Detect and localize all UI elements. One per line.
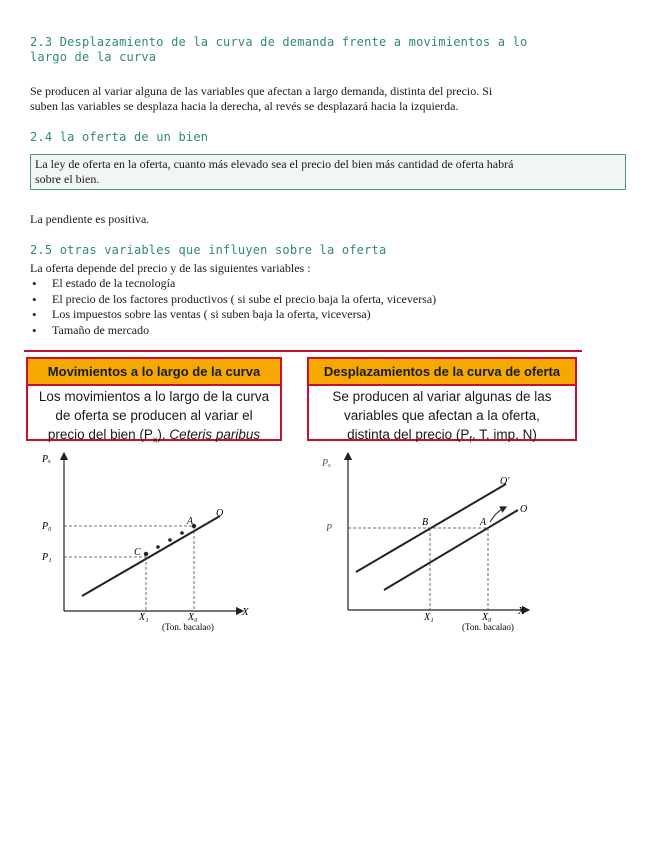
unit-label: (Ton. bacalao) <box>462 622 514 632</box>
movement-along-curve-box <box>26 357 282 445</box>
box-body: Se producen al variar algunas de las variables que afectan a la oferta, distinta del precio ($P_f$, T, imp, N) <box>332 389 552 445</box>
section-2-4-title: 2.4 la oferta de un bien <box>30 130 209 144</box>
curve-old-label: O <box>520 504 528 515</box>
section-2-3-paragraph: Se producen al variar alguna de las variables que afectan a largo demanda, distinta del precio. Si suben las variables se desplaza hacia la derecha, al revés se desplazará hacia la izquierda. <box>30 84 493 113</box>
x0-label: X₀ <box>482 612 492 623</box>
curve-new-label: O' <box>500 476 510 487</box>
x1-label: X₁ <box>424 612 434 623</box>
dot <box>168 538 172 542</box>
x1-label: X₁ <box>139 612 149 623</box>
y-axis-label: Pₓ <box>322 458 331 469</box>
x-axis-label: X <box>242 606 249 618</box>
slope-text: La pendiente es positiva. <box>30 212 150 226</box>
curve-shift-box <box>307 357 577 445</box>
dot <box>156 545 160 549</box>
list-item: • Tamaño de mercado <box>30 323 590 339</box>
y-axis-label: Pₓ <box>42 454 51 465</box>
x-axis-label: X <box>518 605 525 617</box>
list-item: • Los impuestos sobre las ventas ( si suben baja la oferta, viceversa) <box>30 307 590 323</box>
p1-label: P₁ <box>42 552 52 563</box>
point-c <box>144 552 148 556</box>
supply-curve-old <box>384 510 518 590</box>
movement-graph <box>30 448 270 638</box>
dot <box>180 531 184 535</box>
p-label: P <box>326 523 333 534</box>
point-a-label: A <box>480 517 487 528</box>
box-title: Movimientos a lo largo de la curva <box>28 359 280 386</box>
variables-intro: La oferta depende del precio y de las siguientes variables : <box>30 261 311 275</box>
unit-label: (Ton. bacalao) <box>162 622 214 632</box>
box-body: Los movimientos a lo largo de la curva de oferta se producen al variar el precio del bien $(P_x)$. Ceteris paribus <box>38 389 270 445</box>
supply-law-note: La ley de oferta en la oferta, cuanto más elevado sea el precio del bien más cantidad de oferta habrá sobre el bien. <box>30 154 626 190</box>
shift-graph <box>318 450 558 640</box>
p0-label: P₀ <box>42 521 52 532</box>
list-item: • El estado de la tecnología <box>30 276 590 292</box>
point-b-label: B <box>422 517 429 528</box>
red-divider <box>24 350 582 352</box>
point-a-label: A <box>187 516 194 527</box>
x0-label: X₀ <box>188 612 198 623</box>
supply-curve <box>82 516 220 596</box>
variables-list <box>30 276 590 338</box>
box-title: Desplazamientos de la curva de oferta <box>309 359 575 386</box>
point-c-label: C <box>134 547 141 558</box>
section-2-3-title: 2.3 Desplazamiento de la curva de demanda frente a movimientos a lo largo de la curva <box>30 35 528 64</box>
curve-label: O <box>216 508 224 519</box>
list-item: • El precio de los factores productivos ( si sube el precio baja la oferta, viceversa) <box>30 292 590 308</box>
section-2-5-title: 2.5 otras variables que influyen sobre la oferta <box>30 243 387 257</box>
